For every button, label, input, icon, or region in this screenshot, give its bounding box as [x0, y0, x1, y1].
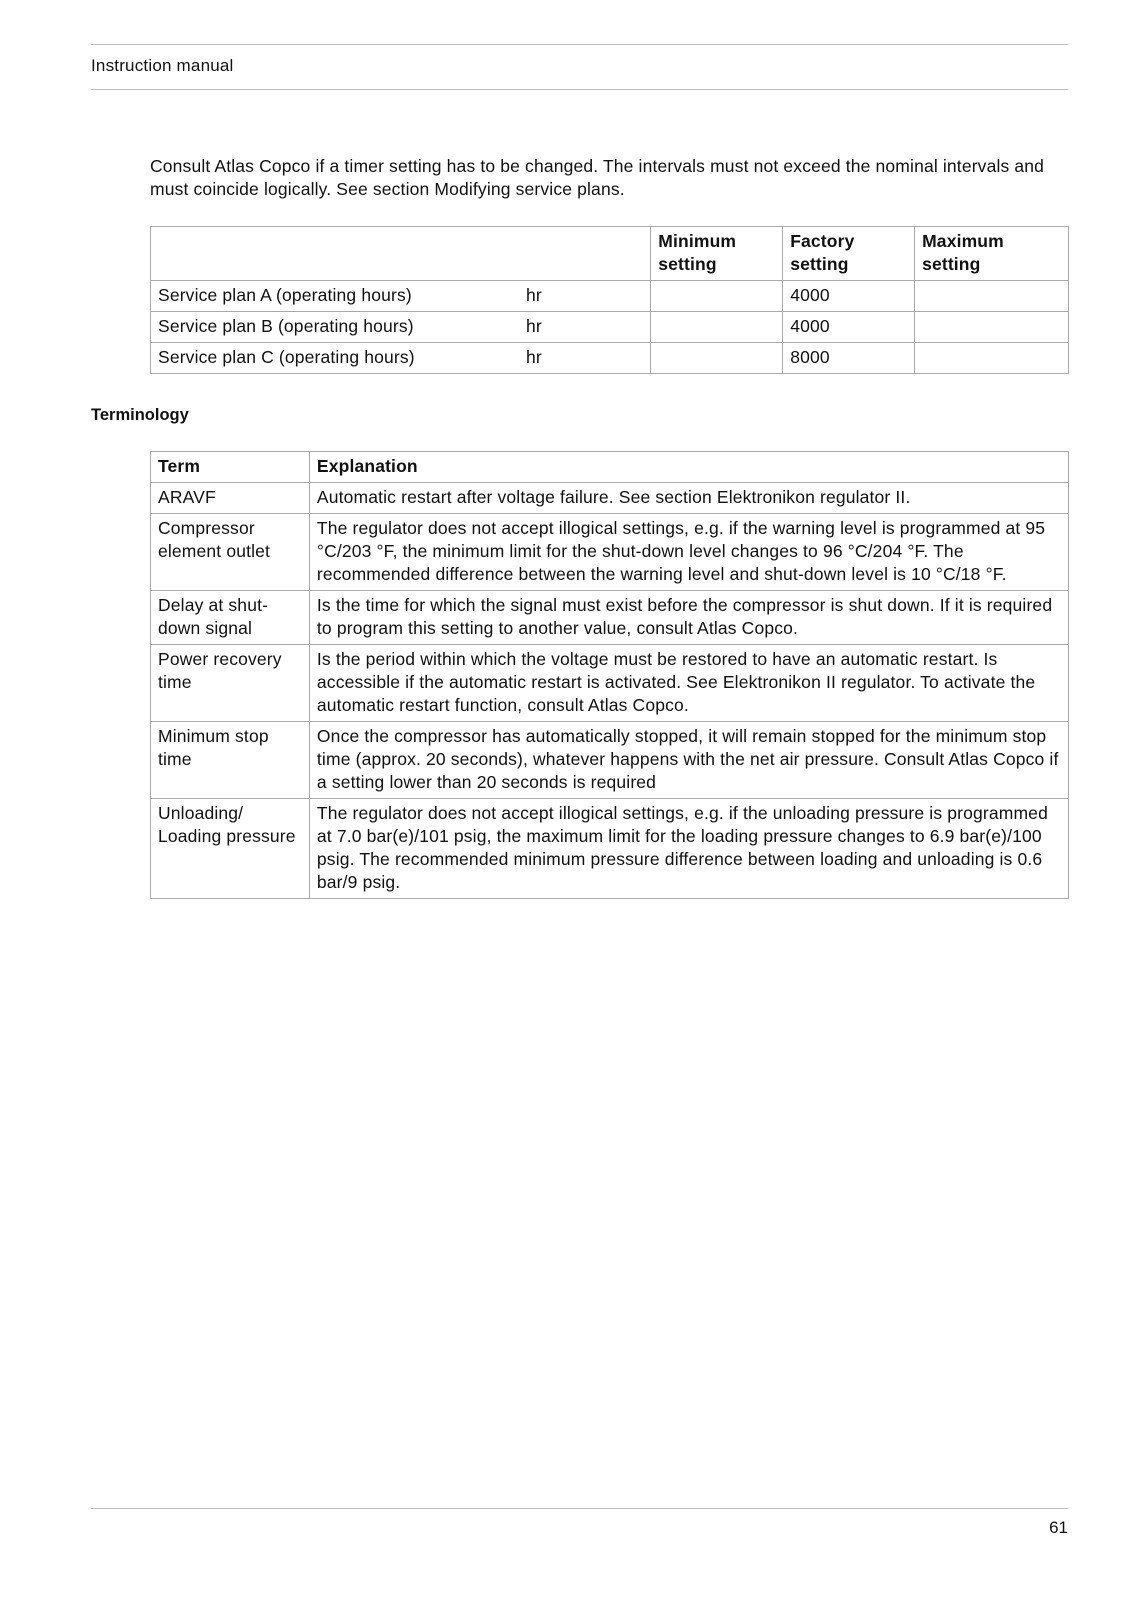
page-number: 61	[1049, 1518, 1068, 1537]
term-cell: Compressor element outlet	[151, 514, 310, 591]
settings-cell-item: Service plan C (operating hours)	[151, 343, 519, 374]
term-cell: Power recovery time	[151, 645, 310, 722]
terminology-row	[151, 722, 1069, 799]
term-cell: Delay at shut-down signal	[151, 591, 310, 645]
terminology-row	[151, 591, 1069, 645]
terminology-heading: Terminology	[91, 406, 189, 424]
settings-cell-factory: 4000	[783, 281, 915, 312]
settings-cell-item: Service plan B (operating hours)	[151, 312, 519, 343]
settings-row	[151, 281, 1069, 312]
settings-cell-minimum	[651, 281, 783, 312]
settings-row	[151, 343, 1069, 374]
settings-header-minimum: Minimum setting	[651, 227, 783, 281]
header-bottom-rule	[91, 89, 1068, 90]
header-title: Instruction manual	[91, 56, 234, 75]
explanation-cell: Is the period within which the voltage must be restored to have an automatic restart. Is accessible if the automatic restart is activated. See Elektronikon II regulator. To activate the automatic restart function, consult Atlas Copco.	[309, 645, 1068, 722]
settings-cell-unit: hr	[519, 343, 651, 374]
explanation-cell: The regulator does not accept illogical settings, e.g. if the warning level is programmed at 95 °C/203 °F, the minimum limit for the shut-down level changes to 96 °C/204 °F. The recommended difference between the warning level and shut-down level is 10 °C/18 °F.	[309, 514, 1068, 591]
settings-cell-minimum	[651, 312, 783, 343]
settings-header-factory: Factory setting	[783, 227, 915, 281]
explanation-cell: Is the time for which the signal must exist before the compressor is shut down. If it is required to program this setting to another value, consult Atlas Copco.	[309, 591, 1068, 645]
terminology-table	[150, 451, 1069, 899]
settings-cell-maximum	[915, 281, 1069, 312]
explanation-cell: Automatic restart after voltage failure. See section Elektronikon regulator II.	[309, 483, 1068, 514]
settings-header-unit	[519, 227, 651, 281]
terminology-row	[151, 645, 1069, 722]
intro-paragraph: Consult Atlas Copco if a timer setting has to be changed. The intervals must not exceed the nominal intervals and must coincide logically. See section Modifying service plans.	[150, 156, 1045, 199]
settings-header-item	[151, 227, 519, 281]
terminology-header-explanation: Explanation	[309, 452, 1068, 483]
terminology-row	[151, 799, 1069, 899]
settings-row	[151, 312, 1069, 343]
settings-header-maximum: Maximum setting	[915, 227, 1069, 281]
explanation-cell: Once the compressor has automatically stopped, it will remain stopped for the minimum stop time (approx. 20 seconds), whatever happens with the net air pressure. Consult Atlas Copco if a setting lower than 20 seconds is required	[309, 722, 1068, 799]
footer-rule	[91, 1508, 1068, 1509]
term-cell: Minimum stop time	[151, 722, 310, 799]
settings-cell-unit: hr	[519, 281, 651, 312]
terminology-row	[151, 514, 1069, 591]
settings-cell-minimum	[651, 343, 783, 374]
terminology-header-row	[151, 452, 1069, 483]
settings-cell-maximum	[915, 343, 1069, 374]
term-cell: ARAVF	[151, 483, 310, 514]
terminology-row	[151, 483, 1069, 514]
explanation-cell: The regulator does not accept illogical settings, e.g. if the unloading pressure is programmed at 7.0 bar(e)/101 psig, the maximum limit for the loading pressure changes to 6.9 bar(e)/100 psig. The recommended minimum pressure difference between loading and unloading is 0.6 bar/9 psig.	[309, 799, 1068, 899]
header-top-rule	[91, 44, 1068, 45]
settings-cell-factory: 8000	[783, 343, 915, 374]
settings-header-row	[151, 227, 1069, 281]
term-cell: Unloading/ Loading pressure	[151, 799, 310, 899]
terminology-header-term: Term	[151, 452, 310, 483]
settings-cell-unit: hr	[519, 312, 651, 343]
settings-cell-item: Service plan A (operating hours)	[151, 281, 519, 312]
settings-cell-factory: 4000	[783, 312, 915, 343]
settings-table	[150, 226, 1069, 374]
settings-cell-maximum	[915, 312, 1069, 343]
